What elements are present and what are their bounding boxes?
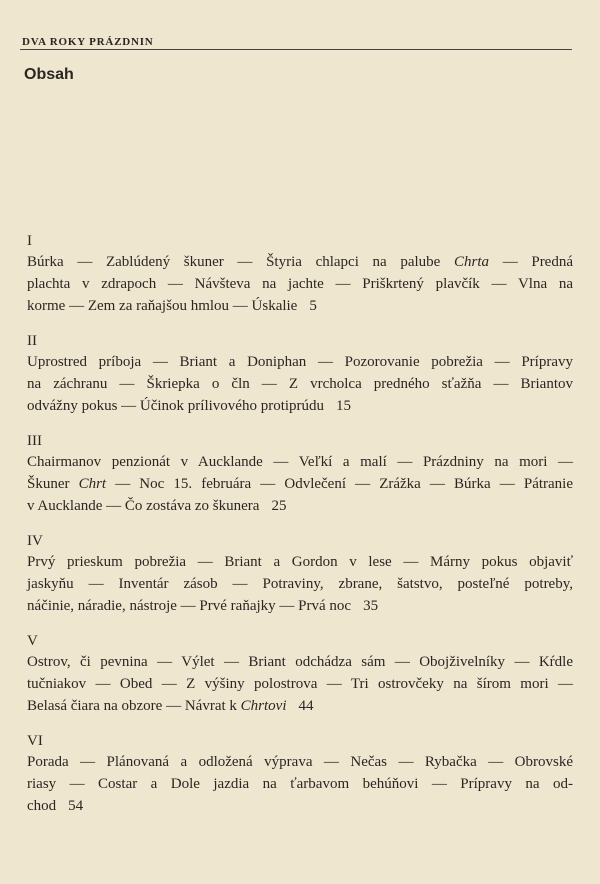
chapter-line: chod 54 xyxy=(27,798,84,814)
chapter-line: korme — Zem za raňajšou hmlou — Úskalie 5 xyxy=(27,298,317,314)
chapter-number: V xyxy=(27,633,38,649)
chapter-number: III xyxy=(27,433,42,449)
chapter-entry xyxy=(27,531,573,617)
chapter-line: Belasá čiara na obzore — Návrat k Chrtovi 44 xyxy=(27,698,314,714)
chapter-line: odvážny pokus — Účinok prílivového protiprúdu 15 xyxy=(27,398,352,414)
chapter-entry xyxy=(27,431,573,517)
chapter-number: VI xyxy=(27,733,43,749)
page-number: 25 xyxy=(271,498,287,514)
header-rule xyxy=(20,49,572,50)
chapter-line: tučniakov — Obed — Z výšiny polostrova — Tri ostrovčeky na šírom mori — xyxy=(27,676,573,692)
chapter-line: na záchranu — Škriepka o čln — Z vrcholca predného sťažňa — Briantov xyxy=(27,376,573,392)
chapter-entry xyxy=(27,731,573,817)
chapter-line: náčinie, náradie, nástroje — Prvé raňajky — Prvá noc 35 xyxy=(27,598,379,614)
chapter-number: IV xyxy=(27,533,43,549)
chapter-entry xyxy=(27,331,573,417)
chapter-number: II xyxy=(27,333,37,349)
chapter-line: Chairmanov penzionát v Aucklande — Veľkí a malí — Prázdniny na mori — xyxy=(27,454,573,470)
page-number: 35 xyxy=(363,598,379,614)
page-number: 15 xyxy=(336,398,352,414)
chapter-line: Uprostred príboja — Briant a Doniphan — Pozorovanie pobrežia — Prípravy xyxy=(27,354,573,370)
chapter-line: Búrka — Zablúdený škuner — Štyria chlapci na palube Chrta — Predná xyxy=(27,254,574,270)
chapter-line: Prvý prieskum pobrežia — Briant a Gordon v lese — Márny pokus objaviť xyxy=(27,554,573,570)
chapter-line: Porada — Plánovaná a odložená výprava — Nečas — Rybačka — Obrovské xyxy=(27,754,573,770)
chapter-line: Škuner Chrt — Noc 15. februára — Odvlečení — Zrážka — Búrka — Pátranie xyxy=(27,476,573,492)
page-number: 5 xyxy=(309,298,317,314)
running-title: DVA ROKY PRÁZDNIN xyxy=(22,36,154,48)
chapter-entry xyxy=(27,631,573,717)
chapter-line: riasy — Costar a Dole jazdia na ťarbavom behúňovi — Prípravy na od- xyxy=(27,776,573,792)
chapter-line: v Aucklande — Čo zostáva zo škunera 25 xyxy=(27,498,287,514)
chapter-line: plachta v zdrapoch — Návšteva na jachte — Priškrtený plavčík — Vlna na xyxy=(27,276,573,292)
chapter-line: jaskyňu — Inventár zásob — Potraviny, zbrane, šatstvo, posteľné potreby, xyxy=(27,576,573,592)
chapter-line: Ostrov, či pevnina — Výlet — Briant odchádza sám — Obojživelníky — Kŕdle xyxy=(27,654,573,670)
page-number: 54 xyxy=(68,798,84,814)
page-heading: Obsah xyxy=(24,66,74,83)
chapter-entry xyxy=(27,231,573,317)
chapter-number: I xyxy=(27,233,32,249)
page-number: 44 xyxy=(298,698,314,714)
